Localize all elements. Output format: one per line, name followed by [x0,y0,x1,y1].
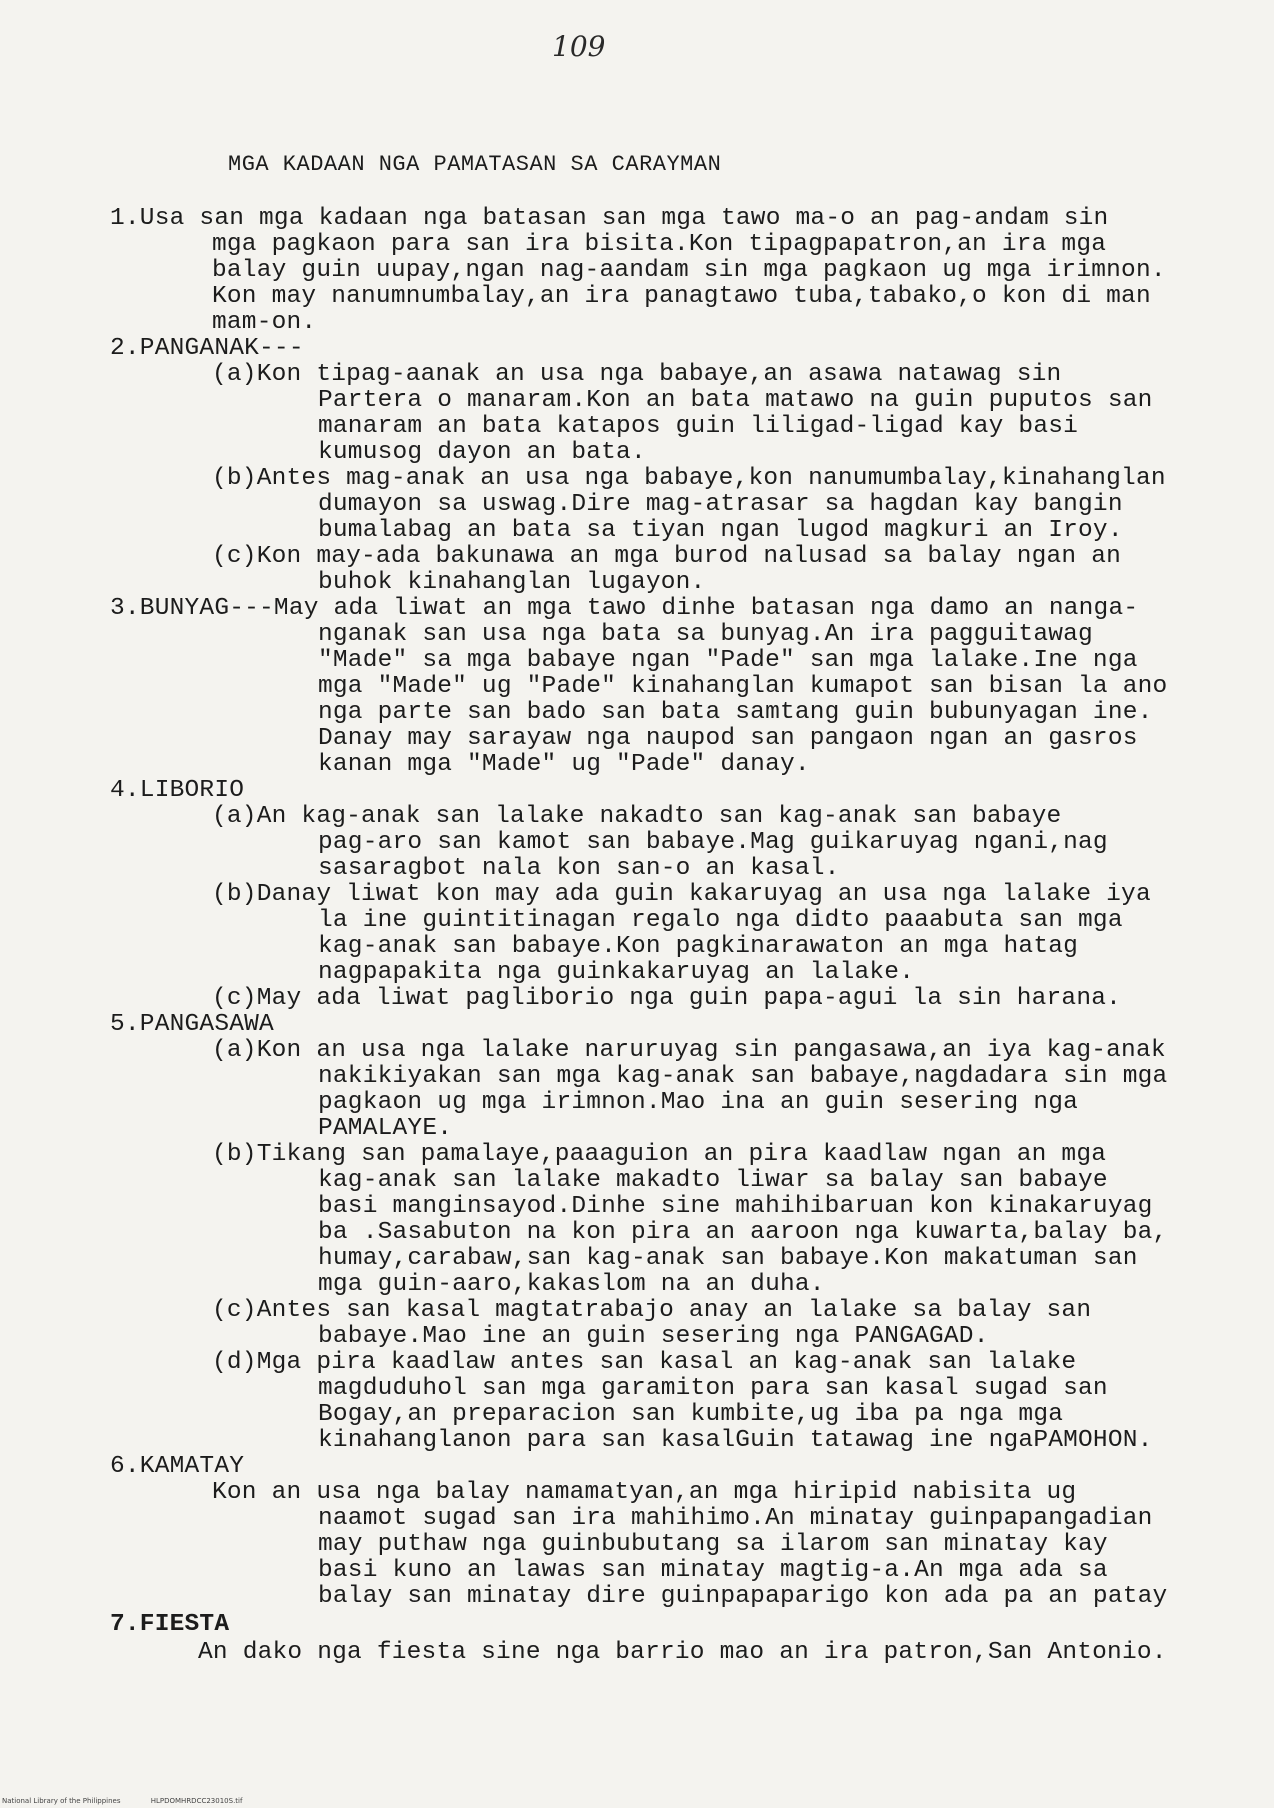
section-heading: 7.FIESTA [110,1611,230,1638]
text-line: (b)Danay liwat kon may ada guin kakaruyag an usa nga lalake iya [212,881,1151,908]
text-line: Bogay,an preparacion san kumbite,ug iba pa nga mga [318,1401,1064,1428]
text-line: basi manginsayod.Dinhe sine mahihibaruan kon kinakaruyag [318,1193,1153,1220]
text-line: balay san minatay dire guinpapaparigo kon ada pa an patay [318,1583,1168,1610]
text-line: may puthaw nga guinbubutang sa ilarom san minatay kay [318,1531,1108,1558]
text-line: bumalabag an bata sa tiyan ngan lugod magkuri an Iroy. [318,517,1123,544]
scan-footer [2,1797,270,1805]
text-line: ba .Sasabuton na kon pira an aaroon nga kuwarta,balay ba, [318,1219,1168,1246]
text-line: sasaragbot nala kon san-o an kasal. [318,855,840,882]
page-number: 109 [552,30,606,63]
text-line: mga "Made" ug "Pade" kinahanglan kumapot san bisan la ano [318,673,1168,700]
text-line: nagpapakita nga guinkakaruyag an lalake. [318,959,915,986]
text-line: PAMALAYE. [318,1115,453,1142]
text-line: basi kuno an lawas san minatay magtig-a.An mga ada sa [318,1557,1108,1584]
text-line: dumayon sa uswag.Dire mag-atrasar sa hagdan kay bangin [318,491,1123,518]
text-line: magduduhol san mga garamiton para san kasal sugad san [318,1375,1108,1402]
text-line: kumusog dayon an bata. [318,439,646,466]
text-line: manaram an bata katapos guin liligad-ligad kay basi [318,413,1079,440]
text-line: naamot sugad san ira mahihimo.An minatay guinpapangadian [318,1505,1153,1532]
library-credit: National Library of the Philippines [2,1797,121,1805]
text-line: la ine guintitinagan regalo nga didto paaabuta san mga [318,907,1123,934]
text-line: (b)Antes mag-anak an usa nga babaye,kon nanumumbalay,kinahanglan [212,465,1166,492]
text-line: nganak san usa nga bata sa bunyag.An ira pagguitawag [318,621,1093,648]
text-line: mga guin-aaro,kakaslom na an duha. [318,1271,825,1298]
text-line: (a)An kag-anak san lalake nakadto san kag-anak san babaye [212,803,1062,830]
document-title: MGA KADAAN NGA PAMATASAN SA CARAYMAN [228,152,722,177]
text-line: humay,carabaw,san kag-anak san babaye.Kon makatuman san [318,1245,1138,1272]
section-heading: 5.PANGASAWA [110,1011,274,1038]
text-line: (b)Tikang san pamalaye,paaaguion an pira kaadlaw ngan an mga [212,1141,1107,1168]
text-line: mam-on. [212,309,317,336]
text-line: balay guin uupay,ngan nag-aandam sin mga pagkaon ug mga irimnon. [212,257,1166,284]
text-line: An dako nga fiesta sine nga barrio mao an ira patron,San Antonio. [198,1639,1167,1666]
text-line: (c)Kon may-ada bakunawa an mga burod nalusad sa balay ngan an [212,543,1122,570]
text-line: buhok kinahanglan lugayon. [318,569,706,596]
text-line: Kon may nanumnumbalay,an ira panagtawo tuba,tabako,o kon di man [212,283,1151,310]
section-heading: 4.LIBORIO [110,777,245,804]
text-line: (d)Mga pira kaadlaw antes san kasal an kag-anak san lalake [212,1349,1077,1376]
text-line: (a)Kon tipag-aanak an usa nga babaye,an asawa natawag sin [212,361,1062,388]
text-line: Kon an usa nga balay namamatyan,an mga hiripid nabisita ug [212,1479,1077,1506]
text-line: kanan mga "Made" ug "Pade" danay. [318,751,810,778]
text-line: (c)Antes san kasal magtatrabajo anay an lalake sa balay san [212,1297,1092,1324]
text-line: kag-anak san lalake makadto liwar sa balay san babaye [318,1167,1108,1194]
text-line: 1.Usa san mga kadaan nga batasan san mga tawo ma-o an pag-andam sin [110,205,1109,232]
text-line: Danay may sarayaw nga naupod san pangaon ngan an gasros [318,725,1138,752]
section-heading: 6.KAMATAY [110,1453,245,1480]
text-line: "Made" sa mga babaye ngan "Pade" san mga lalake.Ine nga [318,647,1138,674]
text-line: nakikiyakan san mga kag-anak san babaye,nagdadara sin mga [318,1063,1168,1090]
text-line: babaye.Mao ine an guin sesering nga PANGAGAD. [318,1323,989,1350]
text-line: Partera o manaram.Kon an bata matawo na guin puputos san [318,387,1153,414]
text-line: kag-anak san babaye.Kon pagkinarawaton an mga hatag [318,933,1079,960]
text-line: (a)Kon an usa nga lalake naruruyag sin pangasawa,an iya kag-anak [212,1037,1166,1064]
text-line: pagkaon ug mga irimnon.Mao ina an guin sesering nga [318,1089,1079,1116]
file-name: HLPDOMHRDCC23010S.tif [150,1797,243,1805]
text-line: nga parte san bado san bata samtang guin bubunyagan ine. [318,699,1153,726]
text-line: kinahanglanon para san kasalGuin tatawag ine ngaPAMOHON. [318,1427,1153,1454]
section-heading: 2.PANGANAK--- [110,335,304,362]
text-line: pag-aro san kamot san babaye.Mag guikaruyag ngani,nag [318,829,1108,856]
text-line: mga pagkaon para san ira bisita.Kon tipagpapatron,an ira mga [212,231,1107,258]
section-heading: 3.BUNYAG---May ada liwat an mga tawo dinhe batasan nga damo an nanga- [110,595,1139,622]
text-line: (c)May ada liwat pagliborio nga guin papa-agui la sin harana. [212,985,1122,1012]
